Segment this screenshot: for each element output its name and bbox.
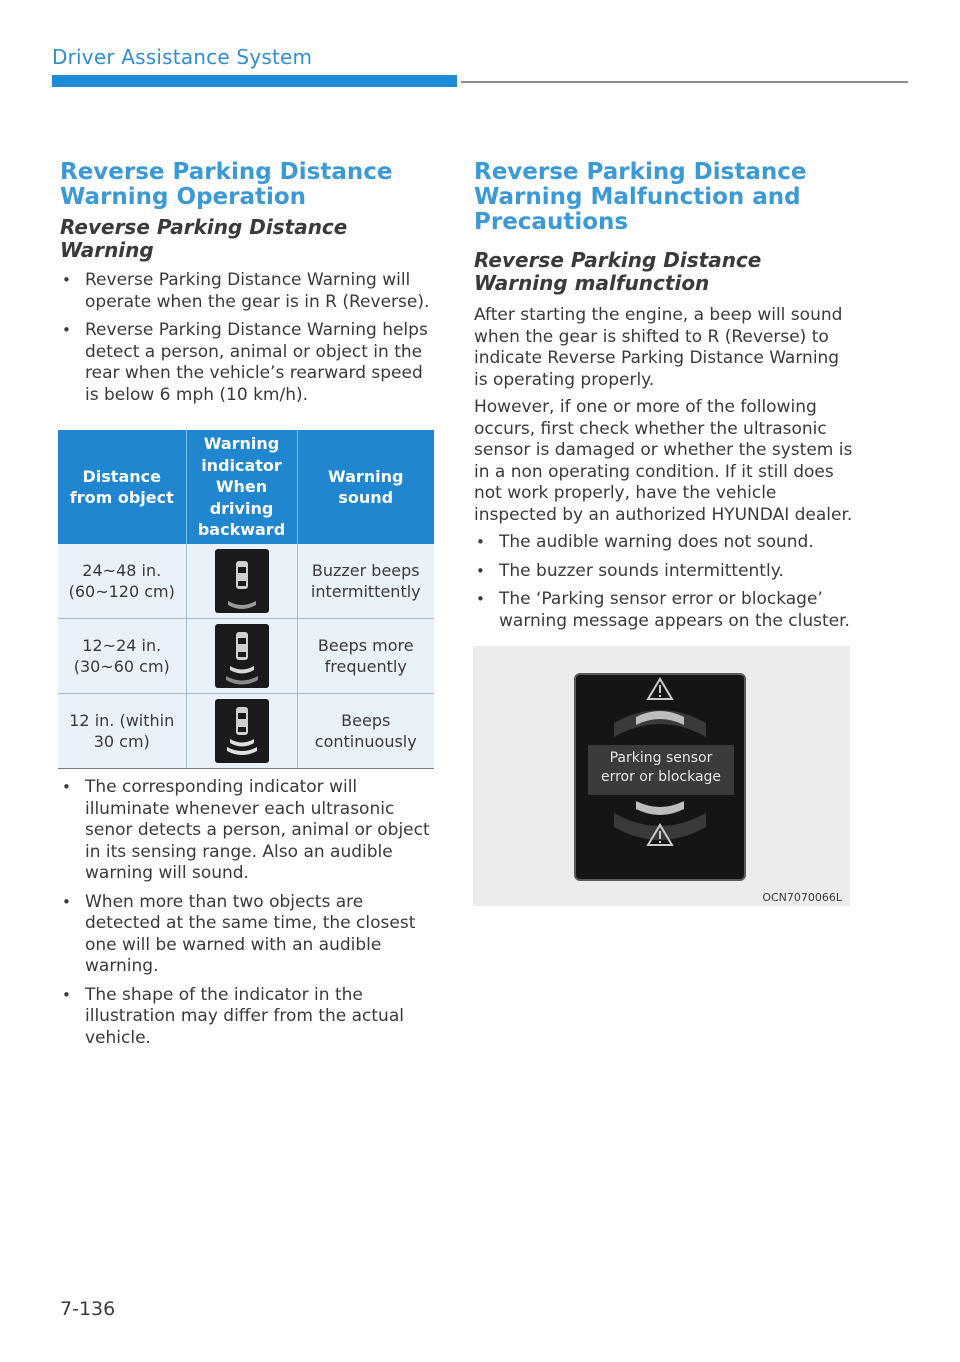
list-item: • The corresponding indicator will illuminate whenever each ultrasonic senor detects a person, animal or object in its sensing range. Also an audible warning will sound. xyxy=(62,777,430,883)
subheading-malfunction: Reverse Parking Distance Warning malfunction xyxy=(474,248,762,295)
bullet-list-bottom xyxy=(60,777,438,1049)
cluster-figure xyxy=(473,646,850,906)
bullet-list-top xyxy=(60,270,438,406)
header-rule-thick xyxy=(52,75,457,87)
list-item: • The buzzer sounds intermittently. xyxy=(476,560,784,581)
list-item: • The audible warning does not sound. xyxy=(476,532,814,552)
sound-cell: Beeps continuously xyxy=(297,694,434,769)
table-header-sound: Warning sound xyxy=(297,430,434,544)
bullet-icon: • xyxy=(476,533,485,551)
table-row xyxy=(58,694,434,769)
bullet-icon: • xyxy=(62,892,71,911)
list-item: • Reverse Parking Distance Warning helps detect a person, animal or object in the rear when the vehicle’s rearward speed is below 6 mph (10 km/h). xyxy=(62,320,428,405)
table-row xyxy=(58,544,434,619)
right-column xyxy=(474,160,854,906)
bullet-list-malfunction xyxy=(474,532,854,632)
list-item: • The shape of the indicator in the illustration may differ from the actual vehicle. xyxy=(62,984,404,1048)
header-rule-thin xyxy=(461,81,908,83)
table-header-distance: Distance from object xyxy=(58,430,186,544)
distance-cell: 24~48 in. (60~120 cm) xyxy=(58,544,186,619)
distance-cell: 12 in. (within 30 cm) xyxy=(58,694,186,769)
figure-caption: OCN7070066L xyxy=(762,891,842,904)
section-heading-operation: Reverse Parking Distance Warning Operation xyxy=(60,159,393,210)
list-item: • Reverse Parking Distance Warning will operate when the gear is in R (Reverse). xyxy=(62,270,430,312)
bullet-icon: • xyxy=(62,778,71,796)
left-column xyxy=(60,160,438,1056)
paragraph-beep: After starting the engine, a beep will sound when the gear is shifted to R (Reverse) to indicate Reverse Parking Distance Warning is operating properly. xyxy=(474,305,843,390)
bullet-icon: • xyxy=(476,590,485,608)
paragraph-check: However, if one or more of the following occurs, first check whether the ultrasonic sensor is damaged or whether the system is in a non operating condition. If it still does not work properly, have the vehicle inspected by an authorized HYUNDAI dealer. xyxy=(474,397,853,525)
distance-cell: 12~24 in. (30~60 cm) xyxy=(58,619,186,694)
bullet-icon: • xyxy=(62,321,71,339)
table-header-indicator: Warning indicator When driving backward xyxy=(186,430,297,544)
bullet-icon: • xyxy=(62,985,71,1004)
page-header-title: Driver Assistance System xyxy=(52,45,313,69)
table-row xyxy=(58,619,434,694)
bullet-icon: • xyxy=(476,561,485,580)
section-heading-malfunction: Reverse Parking Distance Warning Malfunction and Precautions xyxy=(474,159,807,235)
list-item: • When more than two objects are detected at the same time, the closest one will be warned with an audible warning. xyxy=(62,891,416,976)
bullet-icon: • xyxy=(62,271,71,289)
sound-cell: Beeps more frequently xyxy=(297,619,434,694)
sound-cell: Buzzer beeps intermittently xyxy=(297,544,434,619)
rear-sensor-far-indicator-icon xyxy=(215,549,269,613)
warning-table xyxy=(58,430,434,769)
subheading-warning: Reverse Parking Distance Warning xyxy=(60,215,348,262)
rear-sensor-near-indicator-icon xyxy=(215,699,269,763)
rear-sensor-mid-indicator-icon xyxy=(215,624,269,688)
cluster-display xyxy=(576,675,744,879)
page-number: 7-136 xyxy=(60,1298,116,1320)
parking-sensor-error-message: Parking sensor error or blockage xyxy=(588,745,734,795)
list-item: • The ‘Parking sensor error or blockage’ warning message appears on the cluster. xyxy=(476,589,850,631)
